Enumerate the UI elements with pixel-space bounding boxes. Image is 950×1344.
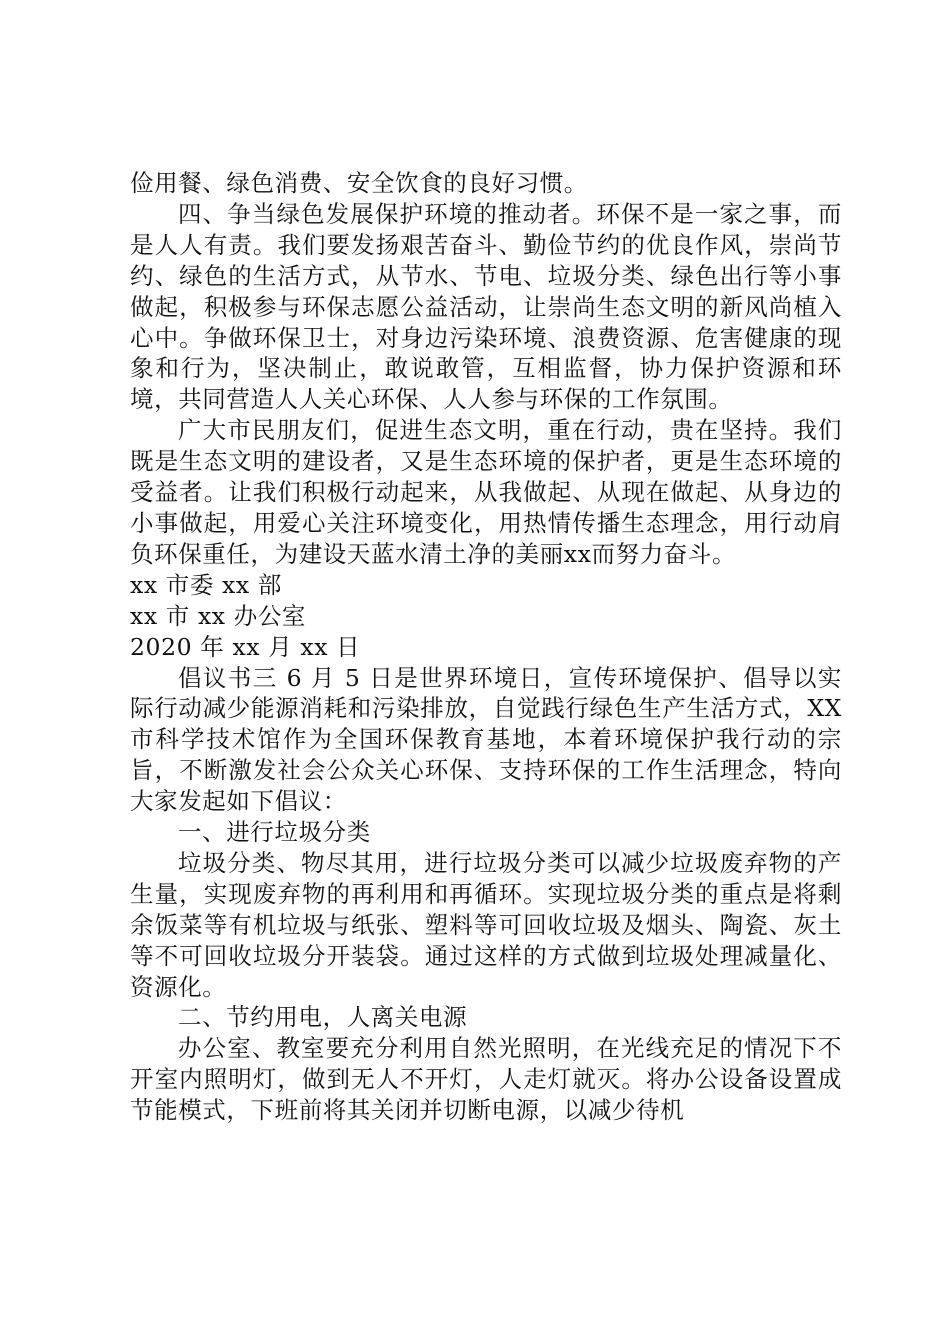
paragraph-section-four: 四、争当绿色发展保护环境的推动者。环保不是一家之事，而是人人有责。我们要发扬艰苦奋斗、勤俭节约的优良作风，崇尚节约、绿色的生活方式，从节水、节电、垃圾分类、绿色出行等小事做起，积极参与环保志愿公益活动，让崇尚生态文明的新风尚植入心中。争做环保卫士，对身边污染环境、浪费资源、危害健康的现象和行为，坚决制止，敢说敢管，互相监督，协力保护资源和环境，共同营造人人关心环保、人人参与环保的工作氛围。 (130, 199, 842, 414)
signature-department: xx 市委 xx 部 (130, 570, 282, 599)
document-page (130, 168, 842, 1126)
paragraph-garbage-sorting: 垃圾分类、物尽其用，进行垃圾分类可以减少垃圾废弃物的产生量，实现废弃物的再利用和再循环。实现垃圾分类的重点是将剩余饭菜等有机垃圾与纸张、塑料等可回收垃圾及烟头、陶瓷、灰土等不可回收垃圾分开装袋。通过这样的方式做到垃圾处理减量化、资源化。 (130, 848, 842, 1001)
heading-save-electricity: 二、节约用电，人离关电源 (178, 1003, 468, 1032)
signature-office: xx 市 xx 办公室 (130, 601, 307, 630)
paragraph-appeal: 广大市民朋友们，促进生态文明，重在行动，贵在坚持。我们既是生态文明的建设者，又是生态环境的保护者，更是生态环境的受益者。让我们积极行动起来，从我做起、从现在做起、从身边的小事做起，用爱心关注环境变化，用热情传播生态理念，用行动肩负环保重任，为建设天蓝水清土净的美丽xx而努力奋斗。 (130, 416, 842, 568)
heading-garbage-sorting: 一、进行垃圾分类 (178, 818, 371, 847)
signature-date: 2020 年 xx 月 xx 日 (130, 632, 361, 661)
paragraph-continuation: 俭用餐、绿色消费、安全饮食的良好习惯。 (130, 169, 588, 197)
paragraph-proposal-three: 倡议书三 6 月 5 日是世界环境日，宣传环境保护、倡导以实际行动减少能源消耗和污染排放，自觉践行绿色生产生活方式，XX 市科学技术馆作为全国环保教育基地，本着环境保护我行动的宗旨，不断激发社会公众关心环保、支持环保的工作生活理念，特向大家发起如下倡议： (130, 663, 842, 816)
paragraph-save-electricity: 办公室、教室要充分利用自然光照明，在光线充足的情况下不开室内照明灯，做到无人不开灯，人走灯就灭。将办公设备设置成节能模式，下班前将其关闭并切断电源，以减少待机 (130, 1034, 842, 1125)
